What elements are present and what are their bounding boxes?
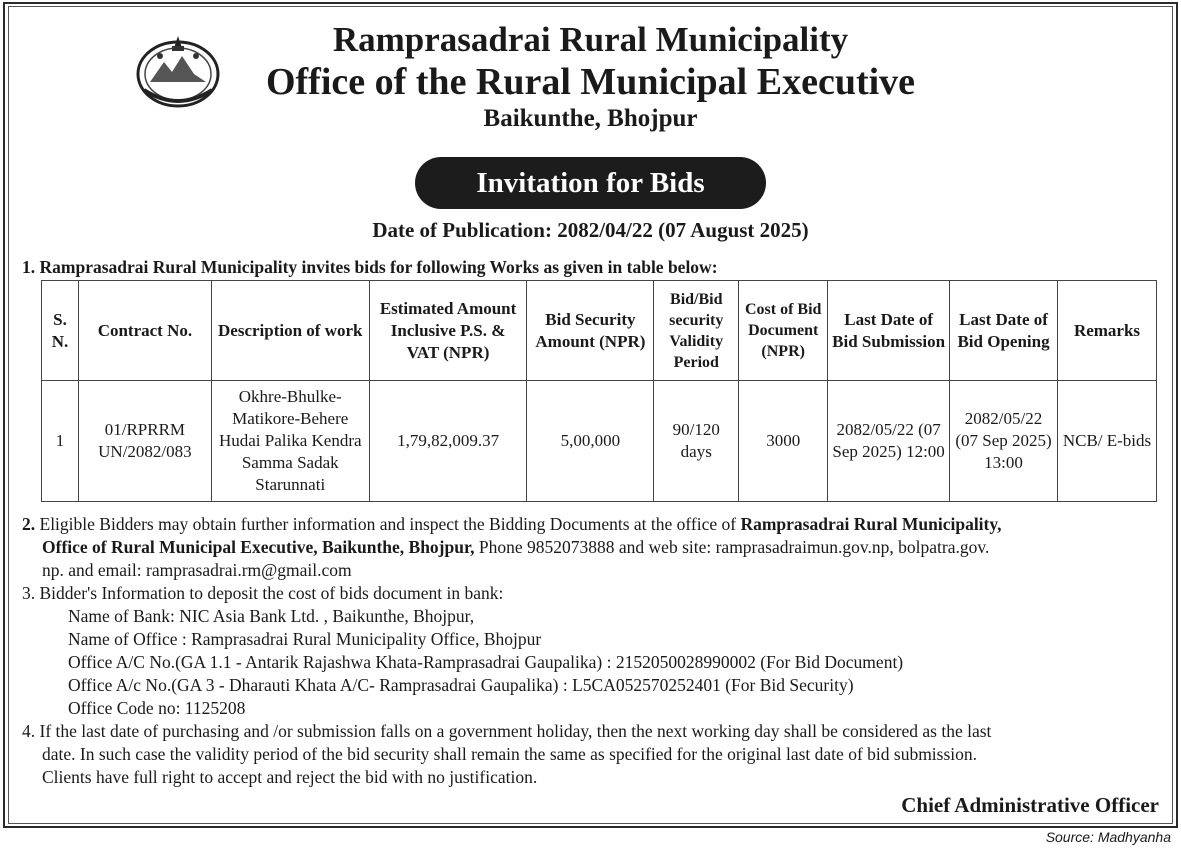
cell-sn: 1 [42,381,79,502]
office-name: Name of Office : Ramprasadrai Rural Municipality Office, Bhojpur [68,629,542,649]
table-row [42,381,1157,502]
header-submission: Last Date of Bid Submission [828,281,950,381]
publication-date: Date of Publication: 2082/04/22 (07 August 2025) [372,218,809,242]
para2-number: 2. [22,514,36,534]
cell-security: 5,00,000 [527,381,654,502]
header-description: Description of work [211,281,369,381]
office-location: Baikunthe, Bhojpur [483,105,698,132]
header-validity: Bid/Bid security Validity Period [654,281,739,381]
para4-line2: date. In such case the validity period of the bid security shall remain the same as specified for the original last date of bid submission. [42,744,978,764]
cell-contract: 01/RPRRM UN/2082/083 [78,381,211,502]
header-remarks: Remarks [1057,281,1156,381]
cell-remarks: NCB/ E-bids [1057,381,1156,502]
para3-lead: 3. Bidder's Information to deposit the cost of bids document in bank: [22,583,504,603]
para4-line1: 4. If the last date of purchasing and /or submission falls on a government holiday, then the next working day shall be considered as the last [22,721,992,741]
cell-validity: 90/120 days [654,381,739,502]
bank-info-paragraph [22,582,1162,720]
office-code: Office Code no: 1125208 [68,698,246,718]
para2-office-address: Office of Rural Municipal Executive, Baikunthe, Bhojpur, [42,537,475,557]
cell-cost: 3000 [739,381,828,502]
header-cost: Cost of Bid Document (NPR) [739,281,828,381]
header-security: Bid Security Amount (NPR) [527,281,654,381]
header-sn: S. N. [42,281,79,381]
account-bid-security: Office A/c No.(GA 3 - Dharauti Khata A/C- Ramprasadrai Gaupalika) : L5CA052570252401 (For Bid Security) [68,675,854,695]
bids-table [41,280,1157,502]
holiday-clause-paragraph [22,720,1162,789]
para2-office-name: Ramprasadrai Rural Municipality, [740,514,1002,534]
municipality-name: Ramprasadrai Rural Municipality [332,20,849,59]
cell-description: Okhre-Bhulke-Matikore-Behere Hudai Palika Kendra Samma Sadak Starunnati [211,381,369,502]
intro-paragraph: 1. Ramprasadrai Rural Municipality invites bids for following Works as given in table below: [22,257,718,277]
notice-banner: Invitation for Bids [415,157,766,209]
para2-contact: Phone 9852073888 and web site: ramprasadraimun.gov.np, bolpatra.gov. [474,537,990,557]
header-contract: Contract No. [78,281,211,381]
cell-estimate: 1,79,82,009.37 [369,381,527,502]
source-credit: Source: Madhyanha [1045,829,1171,845]
para2-email: np. and email: ramprasadrai.rm@gmail.com [42,560,352,580]
account-bid-document: Office A/C No.(GA 1.1 - Antarik Rajashwa Khata-Ramprasadrai Gaupalika) : 2152050028990002 (For Bid Document) [68,652,904,672]
bank-name: Name of Bank: NIC Asia Bank Ltd. , Baikunthe, Bhojpur, [68,606,475,626]
header-opening: Last Date of Bid Opening [950,281,1058,381]
header-estimate: Estimated Amount Inclusive P.S. & VAT (NPR) [369,281,527,381]
cell-submission: 2082/05/22 (07 Sep 2025) 12:00 [828,381,950,502]
para2-text: Eligible Bidders may obtain further information and inspect the Bidding Documents at the office of [35,514,741,534]
signatory-title: Chief Administrative Officer [901,793,1159,817]
cell-opening: 2082/05/22 (07 Sep 2025) 13:00 [950,381,1058,502]
para4-line3: Clients have full right to accept and reject the bid with no justification. [42,767,538,787]
bidding-info-paragraph [22,513,1162,582]
office-title: Office of the Rural Municipal Executive [265,61,916,103]
